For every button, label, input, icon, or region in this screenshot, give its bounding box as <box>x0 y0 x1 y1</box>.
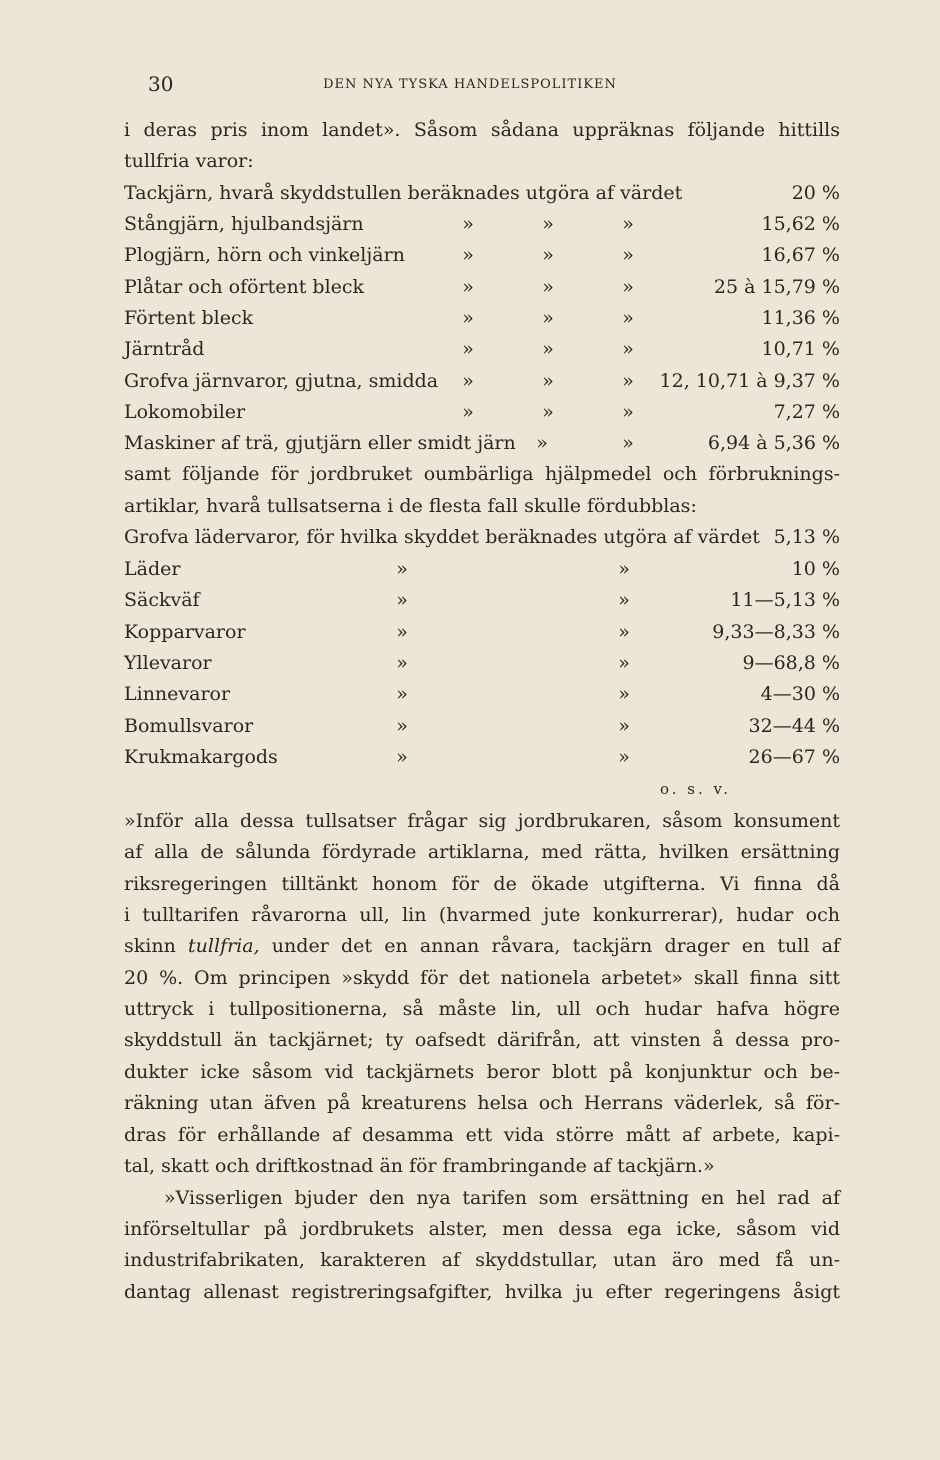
page-number: 30 <box>148 72 174 96</box>
tariff-value: 4—30 % <box>760 683 840 705</box>
ditto-mark: » <box>462 338 474 360</box>
tariff-item: Maskiner af trä, gjutjärn eller smidt järn <box>124 432 516 454</box>
tariff-value: 7,27 % <box>773 401 840 423</box>
tariff-value: 9,33—8,33 % <box>712 621 840 643</box>
ditto-mark: » <box>618 746 630 768</box>
tariff-item: Bomullsvaror <box>124 715 254 737</box>
tariff-row <box>124 557 840 581</box>
etcetera-note: o. s. v. <box>660 780 731 798</box>
ditto-mark: » <box>396 558 408 580</box>
text-line: af alla de sålunda fördyrade artiklarna, med rätta, hvilken ersättning <box>124 841 840 863</box>
text-line: dukter icke såsom vid tackjärnets beror blott på konjunktur och be- <box>124 1061 840 1083</box>
tariff-value: 26—67 % <box>748 746 840 768</box>
ditto-mark: » <box>396 621 408 643</box>
tariff-row <box>124 682 840 706</box>
tariff-value: 11,36 % <box>761 307 840 329</box>
tariff-value: 11—5,13 % <box>730 589 840 611</box>
tariff-row <box>124 714 840 738</box>
ditto-mark: » <box>396 715 408 737</box>
ditto-mark: » <box>396 683 408 705</box>
ditto-mark: » <box>462 307 474 329</box>
tariff-row <box>124 620 840 644</box>
ditto-mark: » <box>622 244 634 266</box>
ditto-mark: » <box>542 213 554 235</box>
text-line: införseltullar på jordbrukets alster, men dessa ega icke, såsom vid <box>124 1218 840 1240</box>
tariff-row <box>124 745 840 769</box>
ditto-mark: » <box>462 370 474 392</box>
ditto-mark: » <box>462 276 474 298</box>
ditto-mark: » <box>396 589 408 611</box>
tariff-value: 10,71 % <box>761 338 840 360</box>
ditto-mark: » <box>542 401 554 423</box>
ditto-mark: » <box>622 276 634 298</box>
text-line: tal, skatt och driftkostnad än för frambringande af tackjärn.» <box>124 1155 715 1177</box>
ditto-mark: » <box>618 683 630 705</box>
ditto-mark: » <box>618 589 630 611</box>
ditto-mark: » <box>618 621 630 643</box>
ditto-mark: » <box>542 276 554 298</box>
tariff-value: 9—68,8 % <box>742 652 840 674</box>
tariff-row <box>124 369 840 393</box>
text-line: i deras pris inom landet». Såsom sådana uppräknas följande hittills <box>124 119 840 141</box>
page-header <box>0 72 940 102</box>
text-line: uttryck i tullpositionerna, så måste lin, ull och hudar hafva högre <box>124 998 840 1020</box>
text-line: räkning utan äfven på kreaturens helsa och Herrans väderlek, så för- <box>124 1092 840 1114</box>
tariff-row <box>124 337 840 361</box>
tariff-value: 6,94 à 5,36 % <box>707 432 840 454</box>
tariff-item: Krukmakargods <box>124 746 278 768</box>
ditto-mark: » <box>542 338 554 360</box>
tariff-item: Läder <box>124 558 181 580</box>
text-line: skyddstull än tackjärnet; ty oafsedt därifrån, att vinsten å dessa pro- <box>124 1029 840 1051</box>
tariff-item: Stångjärn, hjulbandsjärn <box>124 213 364 235</box>
ditto-mark: » <box>622 307 634 329</box>
tariff-value: 15,62 % <box>761 213 840 235</box>
tariff-item: Plogjärn, hörn och vinkeljärn <box>124 244 405 266</box>
tariff-row <box>124 306 840 330</box>
text-line: artiklar, hvarå tullsatserna i de flesta fall skulle fördubblas: <box>124 495 697 517</box>
tariff-value: 12, 10,71 à 9,37 % <box>659 370 840 392</box>
ditto-mark: » <box>536 432 548 454</box>
text-line: »Visserligen bjuder den nya tarifen som ersättning en hel rad af <box>164 1187 840 1209</box>
tariff-value: 5,13 % <box>773 526 840 548</box>
tariff-item: Grofva lädervaror, för hvilka skyddet beräknades utgöra af värdet <box>124 526 760 548</box>
ditto-mark: » <box>618 558 630 580</box>
tariff-row <box>124 212 840 236</box>
ditto-mark: » <box>462 401 474 423</box>
text-line: riksregeringen tilltänkt honom för de ökade utgifterna. Vi finna då <box>124 873 840 895</box>
ditto-mark: » <box>622 213 634 235</box>
text-fragment: under det en annan råvara, tackjärn drager en tull af <box>259 935 840 957</box>
ditto-mark: » <box>622 432 634 454</box>
ditto-mark: » <box>462 213 474 235</box>
text-line: 20 %. Om principen »skydd för det nationela arbetet» skall finna sitt <box>124 967 840 989</box>
ditto-mark: » <box>622 338 634 360</box>
tariff-item: Säckväf <box>124 589 200 611</box>
text-line: i tulltarifen råvarorna ull, lin (hvarmed jute konkurrerar), hudar och <box>124 904 840 926</box>
tariff-item: Tackjärn, hvarå skyddstullen beräknades utgöra af värdet <box>124 182 683 204</box>
tariff-item: Linnevaror <box>124 683 231 705</box>
ditto-mark: » <box>542 307 554 329</box>
text-line <box>124 934 840 958</box>
ditto-mark: » <box>618 652 630 674</box>
tariff-item: Grofva järnvaror, gjutna, smidda <box>124 370 439 392</box>
text-line: samt följande för jordbruket oumbärliga hjälpmedel och förbruknings- <box>124 463 840 485</box>
tariff-value: 25 à 15,79 % <box>713 276 840 298</box>
ditto-mark: » <box>618 715 630 737</box>
tariff-row <box>124 588 840 612</box>
tariff-value: 32—44 % <box>748 715 840 737</box>
text-line: »Inför alla dessa tullsatser frågar sig jordbrukaren, såsom konsument <box>124 810 840 832</box>
ditto-mark: » <box>542 370 554 392</box>
text-line: dras för erhållande af desamma ett vida större mått af arbete, kapi- <box>124 1124 840 1146</box>
tariff-row <box>124 525 840 549</box>
ditto-mark: » <box>462 244 474 266</box>
tariff-item: Förtent bleck <box>124 307 254 329</box>
tariff-row <box>124 275 840 299</box>
tariff-row <box>124 651 840 675</box>
running-head: DEN NYA TYSKA HANDELSPOLITIKEN <box>323 77 617 92</box>
tariff-item: Kopparvaror <box>124 621 246 643</box>
ditto-mark: » <box>622 401 634 423</box>
ditto-mark: » <box>542 244 554 266</box>
tariff-row <box>124 181 840 205</box>
text-line: dantag allenast registreringsafgifter, hvilka ju efter regeringens åsigt <box>124 1281 840 1303</box>
tariff-row <box>124 243 840 267</box>
ditto-mark: » <box>396 746 408 768</box>
tariff-value: 16,67 % <box>761 244 840 266</box>
tariff-row <box>124 400 840 424</box>
text-line: industrifabrikaten, karakteren af skyddstullar, utan äro med få un- <box>124 1249 840 1271</box>
tariff-item: Lokomobiler <box>124 401 246 423</box>
emphasis-text: tullfria, <box>188 935 260 957</box>
ditto-mark: » <box>396 652 408 674</box>
text-fragment: skinn <box>124 935 189 957</box>
tariff-value: 20 % <box>791 182 840 204</box>
ditto-mark: » <box>622 370 634 392</box>
text-line: tullfria varor: <box>124 150 254 172</box>
tariff-row <box>124 431 840 455</box>
tariff-item: Plåtar och oförtent bleck <box>124 276 365 298</box>
tariff-item: Järntråd <box>124 338 205 360</box>
tariff-item: Yllevaror <box>124 652 212 674</box>
tariff-value: 10 % <box>791 558 840 580</box>
